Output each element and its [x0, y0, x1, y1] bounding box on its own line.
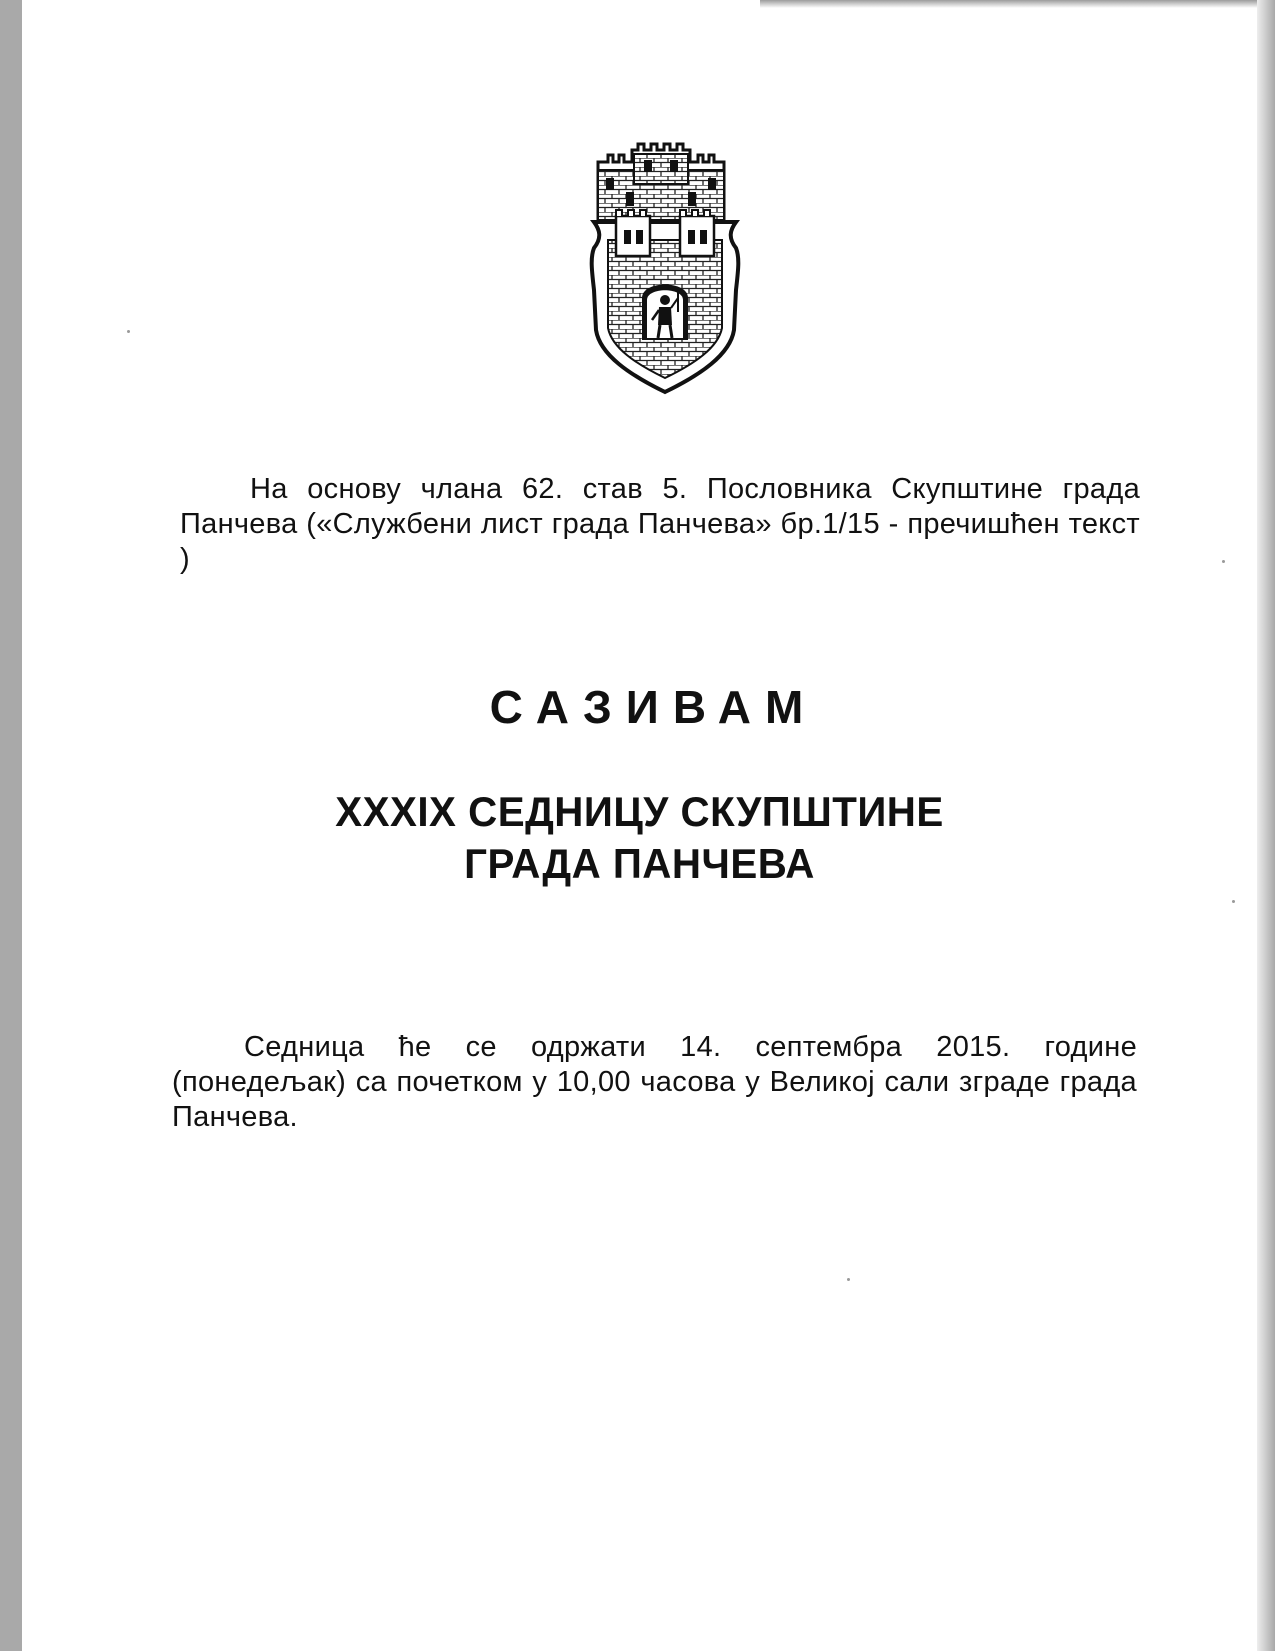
document-page	[22, 0, 1257, 1651]
scan-speck	[1222, 560, 1225, 563]
scan-speck	[847, 1278, 850, 1281]
scan-speck	[1232, 900, 1235, 903]
session-title-line1: XXXIX СЕДНИЦУ СКУПШТИНЕ	[335, 788, 944, 835]
scan-right-edge	[1257, 0, 1275, 1651]
convene-heading: САЗИВАМ	[489, 681, 818, 733]
scan-speck	[127, 330, 130, 333]
meeting-details-paragraph: Седница ће се одржати 14. септембра 2015. године (понедељак) са почетком у 10,00 часова у Великој сали зграде града Панчева.	[172, 1031, 1137, 1133]
pancevo-coat-of-arms-icon	[580, 140, 750, 395]
session-title	[47, 786, 1233, 890]
session-title-line2: ГРАДА ПАНЧЕВА	[464, 840, 815, 887]
intro-paragraph: На основу члана 62. став 5. Пословника Скупштине града Панчева («Службени лист града Панчева» бр.1/15 - пречишћен текст )	[180, 473, 1140, 575]
scan-left-edge	[0, 0, 22, 1651]
